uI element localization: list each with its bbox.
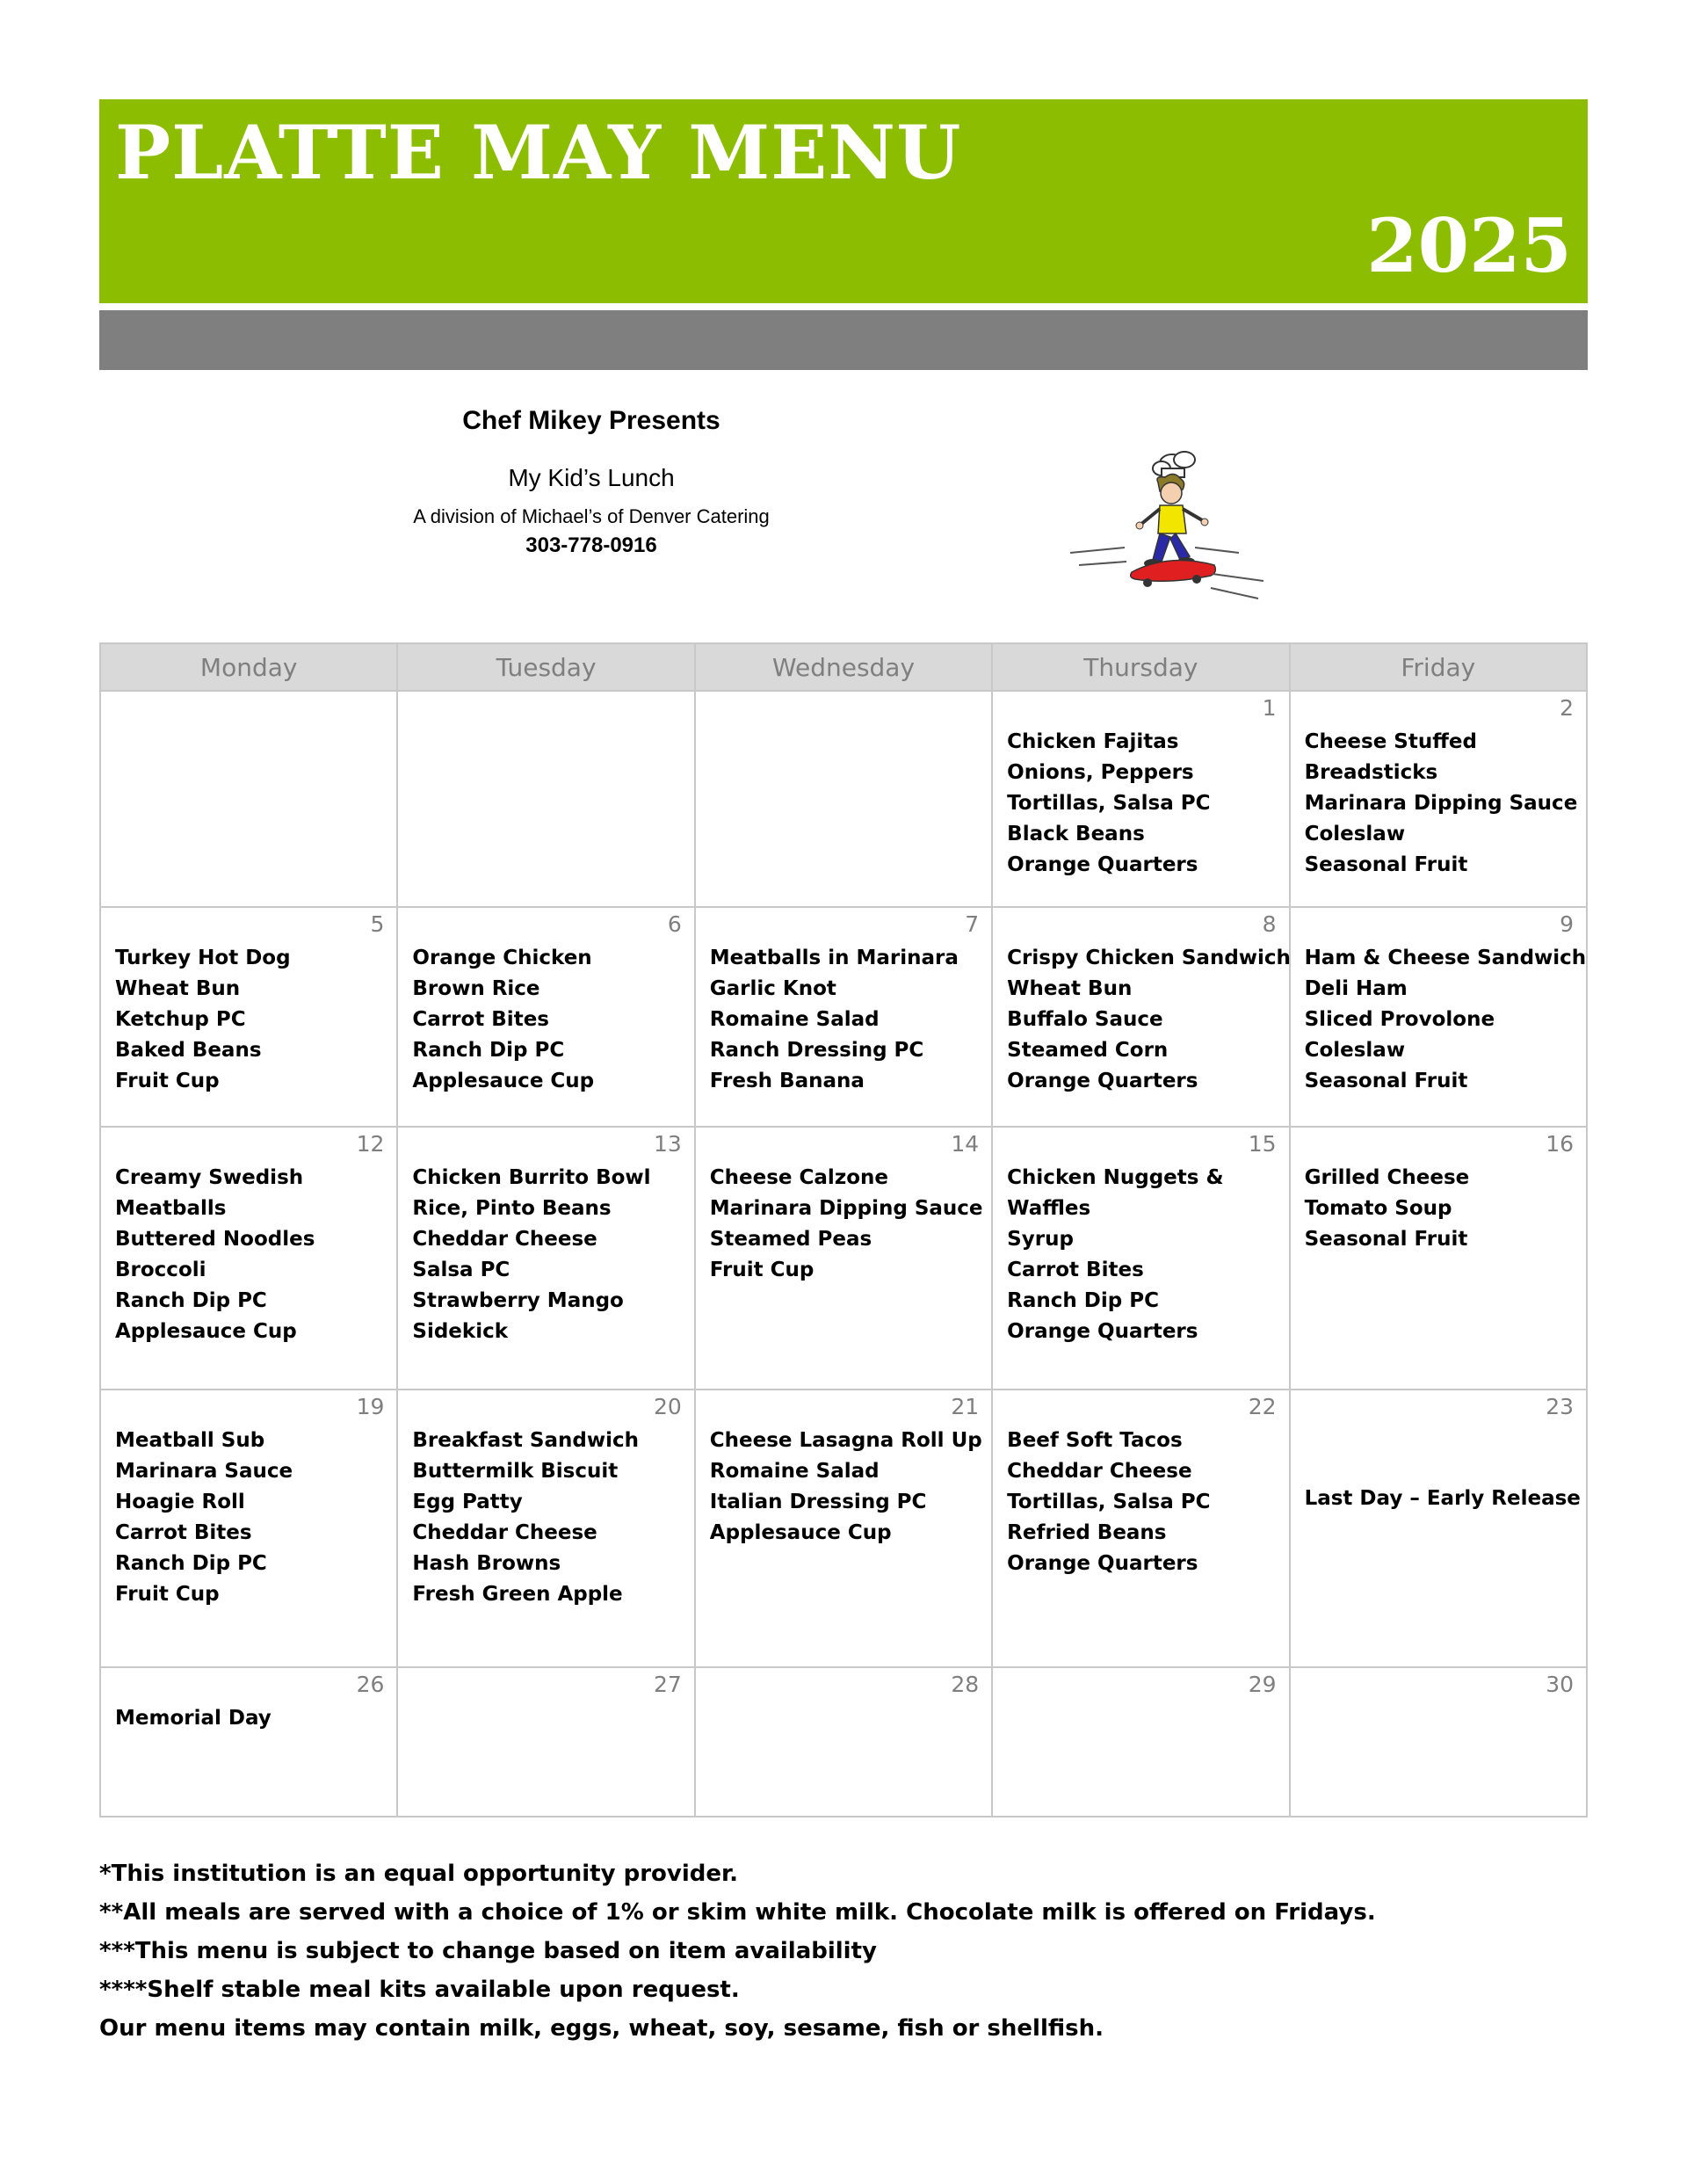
day-number: 30 [1546, 1672, 1574, 1697]
day-number: 28 [951, 1672, 980, 1697]
menu-item: Seasonal Fruit [1304, 1228, 1468, 1251]
footer-note: Our menu items may contain milk, eggs, wheat, soy, sesame, fish or shellfish. [99, 2015, 1104, 2042]
menu-item: Cheddar Cheese [412, 1521, 597, 1544]
menu-item: Marinara Dipping Sauce [1304, 792, 1578, 815]
day-cell [100, 691, 397, 907]
menu-item: Orange Quarters [1007, 1320, 1198, 1343]
menu-item: Ranch Dip PC [115, 1289, 267, 1312]
skateboard-icon [1131, 561, 1216, 587]
menu-item-list [1305, 1484, 1586, 1514]
day-number: 9 [1560, 911, 1574, 937]
menu-item: Ranch Dip PC [1007, 1289, 1159, 1312]
menu-item: Fruit Cup [115, 1583, 220, 1606]
day-cell [1290, 1389, 1587, 1667]
menu-item: Grilled Cheese [1304, 1166, 1470, 1189]
menu-item-list [1007, 1163, 1288, 1347]
day-number: 22 [1248, 1394, 1277, 1419]
menu-item: Fruit Cup [115, 1070, 220, 1092]
day-cell [695, 1389, 992, 1667]
menu-item: Cheese Stuffed [1304, 730, 1477, 753]
menu-item: Cheese Lasagna Roll Up [709, 1429, 982, 1452]
menu-item: Ranch Dip PC [115, 1552, 267, 1575]
day-cell [992, 907, 1289, 1127]
weekday-header: Wednesday [695, 643, 992, 691]
weekday-header: Tuesday [397, 643, 694, 691]
menu-item: Orange Quarters [1007, 1070, 1198, 1092]
menu-item: Sliced Provolone [1304, 1008, 1495, 1031]
menu-item: Turkey Hot Dog [115, 947, 291, 969]
menu-item: Sidekick [412, 1320, 509, 1343]
menu-item: Carrot Bites [1007, 1259, 1144, 1281]
day-cell [100, 907, 397, 1127]
menu-item: Coleslaw [1304, 823, 1406, 845]
menu-item: Coleslaw [1304, 1039, 1406, 1062]
day-cell [992, 1389, 1289, 1667]
menu-item: Orange Quarters [1007, 853, 1198, 876]
day-cell [397, 1127, 694, 1389]
day-number: 29 [1248, 1672, 1277, 1697]
day-number: 12 [356, 1131, 385, 1157]
presenter-title: Chef Mikey Presents [462, 406, 720, 435]
day-number: 20 [653, 1394, 682, 1419]
menu-item: Salsa PC [412, 1259, 510, 1281]
menu-item: Egg Patty [412, 1491, 523, 1513]
menu-item: Seasonal Fruit [1304, 1070, 1468, 1092]
footer-note: ***This menu is subject to change based on item availability [99, 1938, 877, 1964]
day-cell [397, 691, 694, 907]
footer-note: **All meals are served with a choice of 1% or skim white milk. Chocolate milk is offered on Fridays. [99, 1899, 1376, 1926]
menu-item: Hash Browns [412, 1552, 561, 1575]
menu-item: Breakfast Sandwich [412, 1429, 639, 1452]
title-banner [99, 99, 1588, 303]
menu-calendar [99, 642, 1588, 1818]
day-number: 15 [1248, 1131, 1277, 1157]
menu-item: Romaine Salad [709, 1008, 880, 1031]
menu-item: Deli Ham [1304, 977, 1408, 1000]
menu-item-list [115, 943, 396, 1097]
day-cell [397, 1667, 694, 1817]
menu-item: Buttermilk Biscuit [412, 1460, 619, 1483]
day-number: 2 [1560, 695, 1574, 721]
menu-item: Ham & Cheese Sandwich [1304, 947, 1587, 969]
menu-item: Onions, Peppers [1007, 761, 1194, 784]
menu-item: Cheese Calzone [709, 1166, 888, 1189]
day-number: 1 [1262, 695, 1277, 721]
day-number: 7 [965, 911, 980, 937]
menu-item: Last Day – Early Release [1304, 1487, 1581, 1510]
menu-item: Meatballs [115, 1197, 227, 1220]
menu-item: Broccoli [115, 1259, 206, 1281]
menu-item: Breadsticks [1304, 761, 1438, 784]
brand-name: My Kid’s Lunch [508, 464, 675, 491]
menu-item-list [115, 1426, 396, 1610]
menu-item: Waffles [1007, 1197, 1091, 1220]
menu-item: Tortillas, Salsa PC [1007, 1491, 1211, 1513]
menu-item: Marinara Dipping Sauce [709, 1197, 983, 1220]
menu-item: Ranch Dressing PC [709, 1039, 924, 1062]
menu-item-list [115, 1163, 396, 1347]
day-number: 14 [951, 1131, 980, 1157]
menu-item: Applesauce Cup [412, 1070, 595, 1092]
menu-item: Chicken Nuggets & [1007, 1166, 1224, 1189]
menu-item: Fruit Cup [709, 1259, 815, 1281]
menu-item: Creamy Swedish [115, 1166, 304, 1189]
menu-item: Italian Dressing PC [709, 1491, 927, 1513]
day-cell [695, 907, 992, 1127]
menu-item: Applesauce Cup [709, 1521, 892, 1544]
menu-item-list [115, 1703, 396, 1734]
menu-item: Carrot Bites [115, 1521, 252, 1544]
day-cell [100, 1389, 397, 1667]
day-cell [992, 1667, 1289, 1817]
menu-item-list [1305, 1163, 1586, 1255]
menu-item-list [710, 1426, 991, 1549]
menu-item: Brown Rice [412, 977, 540, 1000]
menu-item: Refried Beans [1007, 1521, 1167, 1544]
day-cell [695, 1667, 992, 1817]
day-cell [992, 691, 1289, 907]
menu-item: Garlic Knot [709, 977, 836, 1000]
day-cell [1290, 907, 1587, 1127]
day-cell [100, 1667, 397, 1817]
menu-item: Strawberry Mango [412, 1289, 624, 1312]
menu-item: Ketchup PC [115, 1008, 246, 1031]
menu-item-list [412, 1163, 693, 1347]
menu-item-list [710, 943, 991, 1097]
chef-hat-icon [1153, 452, 1195, 477]
phone-number: 303-778-0916 [525, 533, 657, 557]
menu-item: Cheddar Cheese [1007, 1460, 1192, 1483]
menu-item: Applesauce Cup [115, 1320, 297, 1343]
menu-item: Seasonal Fruit [1304, 853, 1468, 876]
day-cell [1290, 1667, 1587, 1817]
menu-item: Chicken Fajitas [1007, 730, 1179, 753]
day-cell [100, 1127, 397, 1389]
menu-item: Tortillas, Salsa PC [1007, 792, 1211, 815]
footer-note: ****Shelf stable meal kits available upon request. [99, 1977, 740, 2003]
week-row [100, 691, 1587, 907]
menu-item: Fresh Banana [709, 1070, 865, 1092]
footer-notes [99, 1854, 1588, 2048]
menu-item: Steamed Peas [709, 1228, 872, 1251]
menu-item: Wheat Bun [1007, 977, 1133, 1000]
menu-item: Baked Beans [115, 1039, 262, 1062]
menu-item: Tomato Soup [1304, 1197, 1452, 1220]
menu-item: Orange Chicken [412, 947, 592, 969]
day-cell [397, 1389, 694, 1667]
menu-item: Crispy Chicken Sandwich [1007, 947, 1291, 969]
menu-item-list [710, 1163, 991, 1286]
menu-item: Carrot Bites [412, 1008, 549, 1031]
menu-item-list [412, 943, 693, 1097]
menu-item: Chicken Burrito Bowl [412, 1166, 651, 1189]
menu-item: Fresh Green Apple [412, 1583, 623, 1606]
menu-item: Meatball Sub [115, 1429, 265, 1452]
day-cell [695, 1127, 992, 1389]
menu-item: Hoagie Roll [115, 1491, 245, 1513]
menu-item: Buffalo Sauce [1007, 1008, 1163, 1031]
menu-item: Wheat Bun [115, 977, 241, 1000]
day-number: 23 [1546, 1394, 1574, 1419]
day-cell [1290, 691, 1587, 907]
menu-item: Orange Quarters [1007, 1552, 1198, 1575]
page-year: 2025 [1366, 202, 1572, 289]
weekday-header: Friday [1290, 643, 1587, 691]
division-text: A division of Michael’s of Denver Catering [413, 505, 770, 527]
menu-item: Meatballs in Marinara [709, 947, 959, 969]
menu-item-list [1305, 943, 1586, 1097]
menu-item: Syrup [1007, 1228, 1074, 1251]
menu-item-list [1007, 1426, 1288, 1579]
day-number: 19 [356, 1394, 385, 1419]
divider-bar [99, 310, 1588, 370]
week-row [100, 907, 1587, 1127]
menu-item-list [1007, 727, 1288, 881]
weekday-header: Thursday [992, 643, 1289, 691]
day-cell [397, 907, 694, 1127]
day-number: 21 [951, 1394, 980, 1419]
menu-item: Memorial Day [115, 1707, 272, 1730]
day-number: 27 [653, 1672, 682, 1697]
day-number: 5 [370, 911, 385, 937]
menu-item: Ranch Dip PC [412, 1039, 565, 1062]
day-number: 8 [1262, 911, 1277, 937]
day-number: 26 [356, 1672, 385, 1697]
menu-item: Black Beans [1007, 823, 1145, 845]
menu-item: Romaine Salad [709, 1460, 880, 1483]
menu-item: Buttered Noodles [115, 1228, 315, 1251]
chef-skateboard-illustration [1063, 444, 1274, 611]
day-cell [1290, 1127, 1587, 1389]
menu-item: Rice, Pinto Beans [412, 1197, 612, 1220]
footer-note: *This institution is an equal opportunity provider. [99, 1861, 738, 1887]
week-row [100, 1389, 1587, 1667]
day-number: 6 [667, 911, 682, 937]
page-title: PLATTE MAY MENU [115, 109, 962, 196]
week-row [100, 1127, 1587, 1389]
menu-item: Marinara Sauce [115, 1460, 293, 1483]
menu-item: Cheddar Cheese [412, 1228, 597, 1251]
day-number: 13 [653, 1131, 682, 1157]
menu-item-list [1305, 727, 1586, 881]
menu-item: Beef Soft Tacos [1007, 1429, 1183, 1452]
menu-item-list [1007, 943, 1291, 1097]
weekday-header-row [100, 643, 1587, 691]
day-number: 16 [1546, 1131, 1574, 1157]
menu-item-list [412, 1426, 693, 1610]
week-row [100, 1667, 1587, 1817]
menu-item: Steamed Corn [1007, 1039, 1169, 1062]
day-cell [992, 1127, 1289, 1389]
weekday-header: Monday [100, 643, 397, 691]
day-cell [695, 691, 992, 907]
